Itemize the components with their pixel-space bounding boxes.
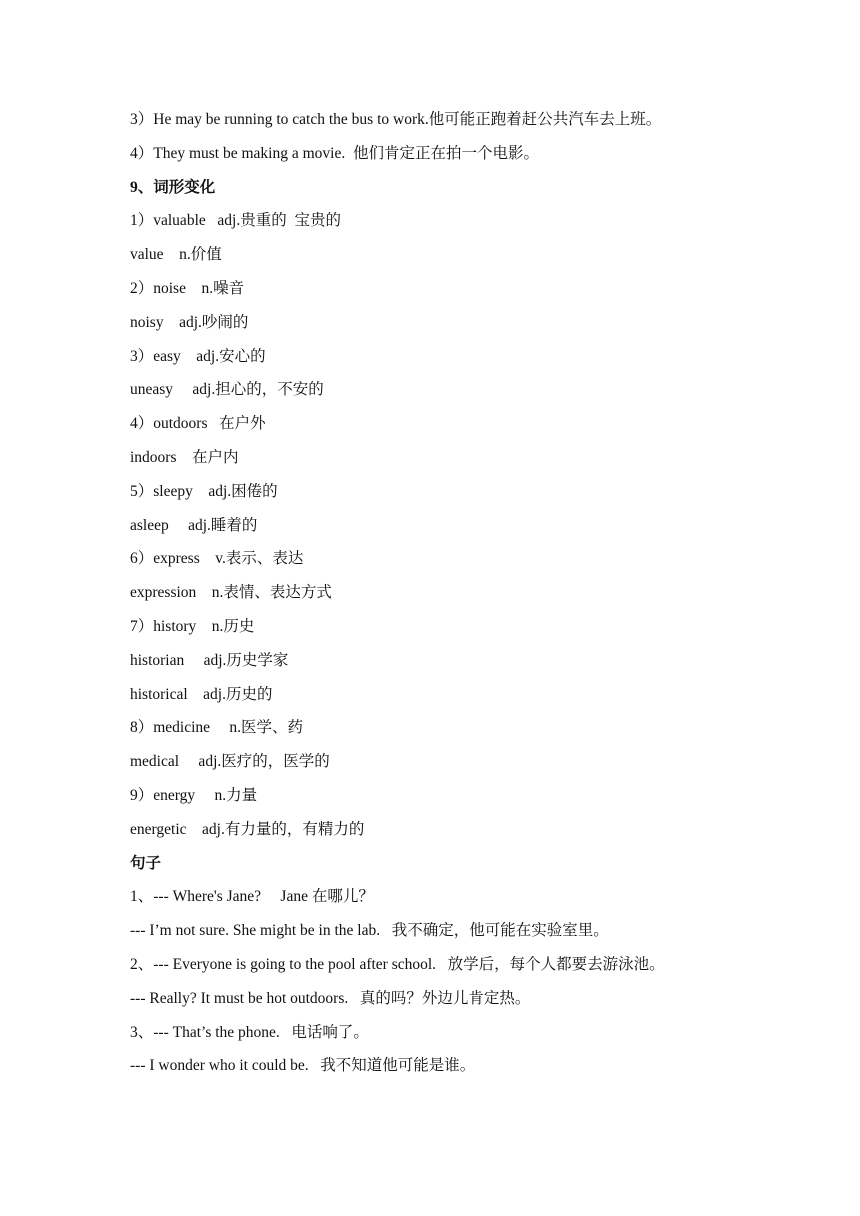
- text-line: --- I wonder who it could be. 我不知道他可能是谁。: [130, 1057, 476, 1075]
- text-line: 6）express v.表示、表达: [130, 550, 304, 568]
- text-line: 2）noise n.噪音: [130, 279, 245, 297]
- text-line: energetic adj.有力量的，有精力的: [130, 820, 365, 838]
- text-line: 3、--- That’s the phone. 电话响了。: [130, 1023, 369, 1041]
- text-line: historian adj.历史学家: [130, 651, 289, 669]
- text-line: 4）outdoors 在户外: [130, 415, 266, 433]
- text-line: value n.价值: [130, 246, 222, 264]
- text-line: medical adj.医疗的，医学的: [130, 753, 330, 771]
- text-line: 1、--- Where's Jane? Jane 在哪儿？: [130, 888, 374, 906]
- section-heading: 9、词形变化: [130, 178, 216, 196]
- text-line: 7）history n.历史: [130, 617, 255, 635]
- text-line: noisy adj.吵闹的: [130, 313, 249, 331]
- text-line: indoors 在户内: [130, 448, 239, 466]
- text-line: 8）medicine n.医学、药: [130, 719, 304, 737]
- text-line: --- Really? It must be hot outdoors. 真的吗？外边儿肯定热。: [130, 989, 531, 1007]
- text-line: 9）energy n.力量: [130, 786, 258, 804]
- text-line: 5）sleepy adj.困倦的: [130, 482, 278, 500]
- text-line: asleep adj.睡着的: [130, 516, 258, 534]
- text-line: 4）They must be making a movie. 他们肯定正在拍一个电影。: [130, 144, 539, 162]
- text-line: uneasy adj.担心的，不安的: [130, 381, 324, 399]
- section-heading: 句子: [130, 854, 162, 872]
- text-line: 1）valuable adj.贵重的 宝贵的: [130, 212, 341, 230]
- text-line: historical adj.历史的: [130, 685, 273, 703]
- document-body: [130, 103, 750, 1083]
- text-line: expression n.表情、表达方式: [130, 584, 332, 602]
- text-line: 3）He may be running to catch the bus to work.他可能正跑着赶公共汽车去上班。: [130, 111, 662, 128]
- text-line: 2、--- Everyone is going to the pool after school. 放学后，每个人都要去游泳池。: [130, 955, 665, 973]
- text-line: 3）easy adj.安心的: [130, 347, 266, 365]
- text-line: --- I’m not sure. She might be in the lab. 我不确定，他可能在实验室里。: [130, 922, 609, 940]
